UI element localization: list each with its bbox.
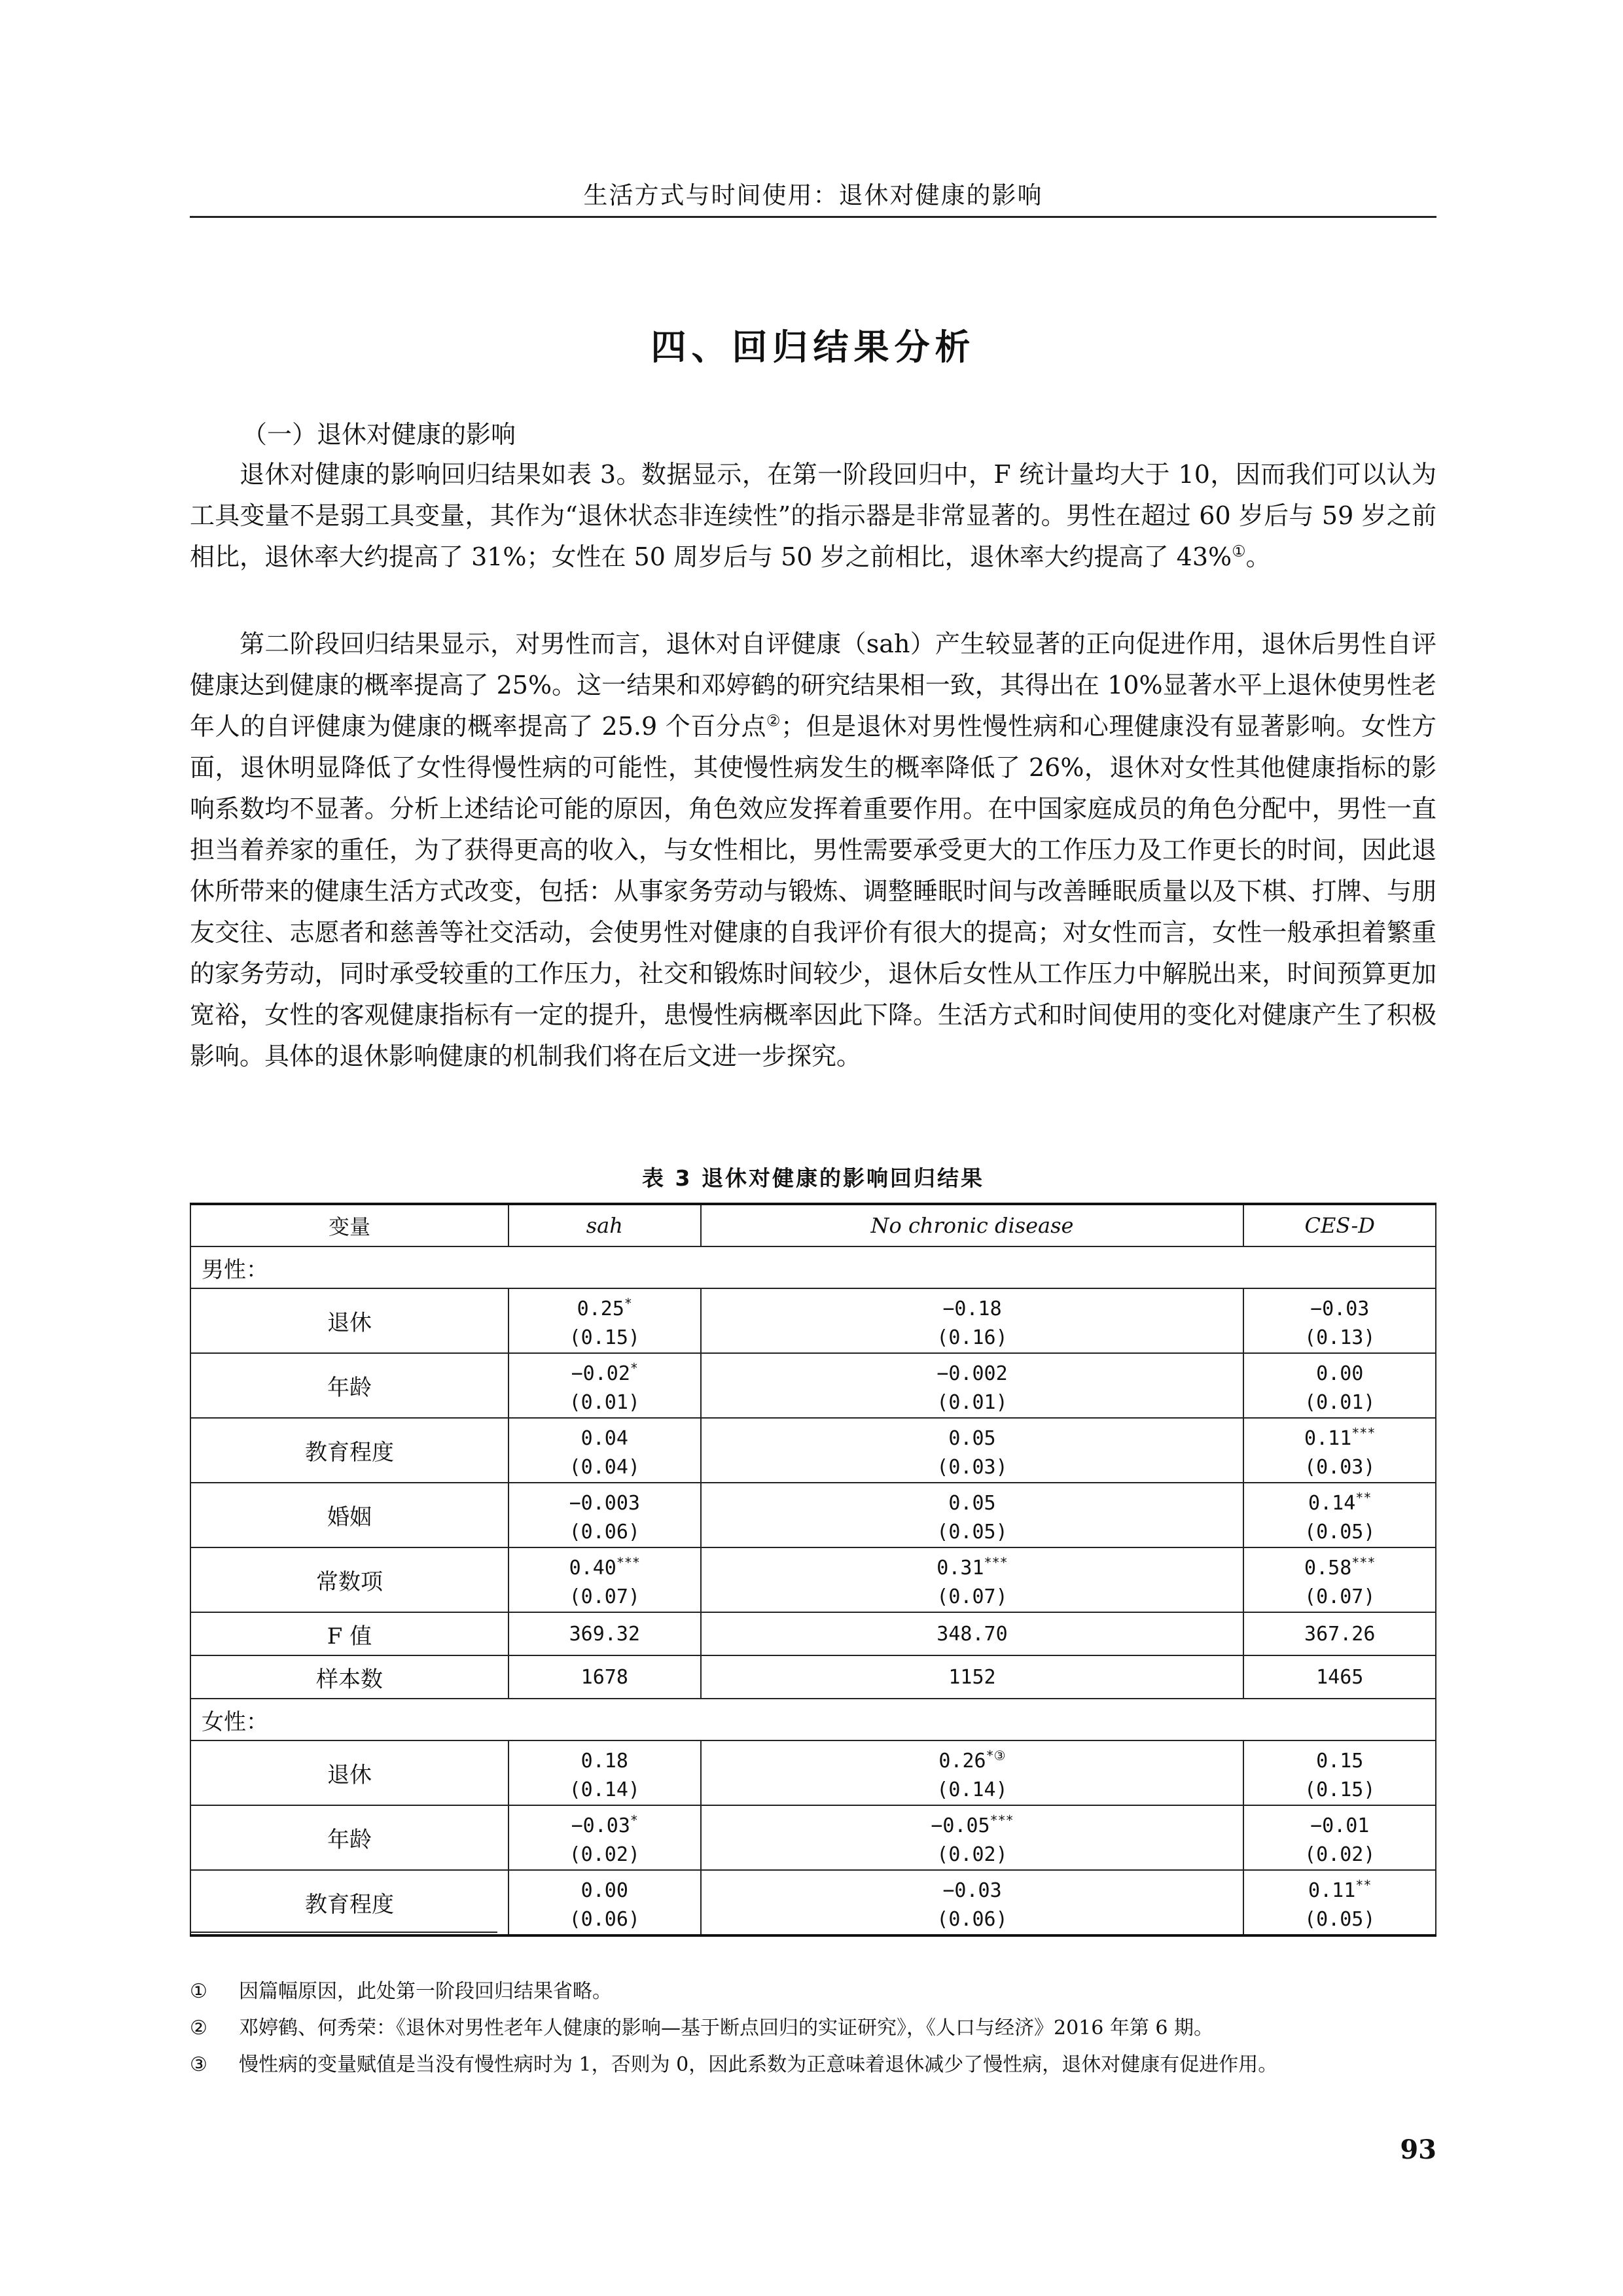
footnote-1 [190, 1975, 612, 2004]
cell-ces-d: 0.58*** (0.07) [1243, 1547, 1436, 1612]
group-label-female: 女性： [190, 1699, 1436, 1740]
cell-ces-d: 0.11*** (0.03) [1243, 1418, 1436, 1483]
cell-no-chronic: 0.05 (0.03) [701, 1418, 1244, 1483]
header-ces-d: CES-D [1243, 1204, 1436, 1246]
cell-no-chronic: 1152 [701, 1655, 1244, 1699]
row-label: 年龄 [190, 1805, 508, 1870]
cell-sah: 0.00 (0.06) [508, 1870, 701, 1935]
row-label: 退休 [190, 1288, 508, 1353]
cell-sah: 0.04 (0.04) [508, 1418, 701, 1483]
cell-no-chronic: 0.05 (0.05) [701, 1483, 1244, 1547]
regression-table [190, 1203, 1436, 1937]
cell-ces-d: 0.15 (0.15) [1243, 1740, 1436, 1805]
paragraph-1-end: 。 [1245, 542, 1271, 571]
cell-sah: −0.02* (0.01) [508, 1353, 701, 1418]
cell-no-chronic: −0.18 (0.16) [701, 1288, 1244, 1353]
cell-sah: 0.18 (0.14) [508, 1740, 701, 1805]
section-title: 四、回归结果分析 [651, 326, 976, 368]
footnote-mark: ③ [190, 2053, 207, 2076]
group-row-female [190, 1699, 1436, 1740]
group-row-male [190, 1246, 1436, 1288]
table-title: 表 3 退休对健康的影响回归结果 [642, 1165, 984, 1191]
cell-ces-d: −0.01 (0.02) [1243, 1805, 1436, 1870]
header-no-chronic-disease: No chronic disease [701, 1204, 1244, 1246]
footnote-3 [190, 2048, 1277, 2077]
group-label-male: 男性： [190, 1246, 1436, 1288]
paragraph-2 [190, 624, 1436, 1077]
table-row-male-education [190, 1418, 1436, 1483]
table-row-f-value [190, 1612, 1436, 1655]
footnote-text: 因篇幅原因，此处第一阶段回归结果省略。 [239, 1980, 612, 2003]
table-row-female-age [190, 1805, 1436, 1870]
cell-no-chronic: −0.002 (0.01) [701, 1353, 1244, 1418]
row-label: 退休 [190, 1740, 508, 1805]
table-row-male-constant [190, 1547, 1436, 1612]
cell-no-chronic: 0.26*③ (0.14) [701, 1740, 1244, 1805]
row-label: 教育程度 [190, 1870, 508, 1935]
cell-ces-d: 367.26 [1243, 1612, 1436, 1655]
row-label: 婚姻 [190, 1483, 508, 1547]
paragraph-1-text: 退休对健康的影响回归结果如表 3。数据显示，在第一阶段回归中，F 统计量均大于 10，因而我们可以认为工具变量不是弱工具变量，其作为“退休状态非连续性”的指示器是非常显著的。男性在超过 60 岁后与 59 岁之前相比，退休率大约提高了 31%；女性在 50 周岁后与 50 岁之前相比，退休率大约提高了 43% [190, 460, 1436, 571]
cell-no-chronic: 0.31*** (0.07) [701, 1547, 1244, 1612]
cell-ces-d: 0.00 (0.01) [1243, 1353, 1436, 1418]
table-row-male-marriage [190, 1483, 1436, 1547]
footnote-text: 慢性病的变量赋值是当没有慢性病时为 1，否则为 0，因此系数为正意味着退休减少了慢性病，退休对健康有促进作用。 [239, 2053, 1278, 2076]
paragraph-2-part1: 第二阶段回归结果显示，对男性而言，退休对自评健康（sah）产生较显著的正向促进作用，退休后男性自评健康达到健康的概率提高了 25%。这一结果和邓婷鹤的研究结果相一致，其得出在 10%显著水平上退休使男性老年人的自评健康为健康的概率提高了 25.9 个百分点 [190, 629, 1436, 741]
header-sah: sah [508, 1204, 701, 1246]
row-label: 常数项 [190, 1547, 508, 1612]
footnote-2 [190, 2011, 1213, 2040]
footnote-mark: ① [190, 1980, 207, 2003]
footnote-ref-2[interactable]: ② [766, 711, 781, 730]
running-head: 生活方式与时间使用：退休对健康的影响 [583, 181, 1043, 209]
header-rule [190, 216, 1436, 218]
row-label: 年龄 [190, 1353, 508, 1418]
footnote-text: 邓婷鹤、何秀荣：《退休对男性老年人健康的影响—基于断点回归的实证研究》，《人口与经济》2016 年第 6 期。 [239, 2017, 1214, 2040]
table-header-row [190, 1204, 1436, 1246]
cell-sah: 0.25* (0.15) [508, 1288, 701, 1353]
footnote-rule [190, 1932, 497, 1933]
table-row-female-education [190, 1870, 1436, 1935]
header-variable: 变量 [190, 1204, 508, 1246]
cell-sah: −0.03* (0.02) [508, 1805, 701, 1870]
cell-sah: −0.003 (0.06) [508, 1483, 701, 1547]
footnote-ref-1[interactable]: ① [1232, 542, 1246, 561]
cell-no-chronic: −0.03 (0.06) [701, 1870, 1244, 1935]
cell-ces-d: 0.11** (0.05) [1243, 1870, 1436, 1935]
row-label: 样本数 [190, 1655, 508, 1699]
cell-no-chronic: −0.05*** (0.02) [701, 1805, 1244, 1870]
subsection-title: （一）退休对健康的影响 [242, 420, 516, 449]
cell-sah: 1678 [508, 1655, 701, 1699]
cell-ces-d: −0.03 (0.13) [1243, 1288, 1436, 1353]
page-number: 93 [1400, 2134, 1436, 2165]
footnote-mark: ② [190, 2017, 207, 2040]
table-row-female-retire [190, 1740, 1436, 1805]
cell-ces-d: 1465 [1243, 1655, 1436, 1699]
cell-sah: 0.40*** (0.07) [508, 1547, 701, 1612]
paragraph-1 [190, 454, 1436, 578]
cell-sah: 369.32 [508, 1612, 701, 1655]
table-row-male-age [190, 1353, 1436, 1418]
table-row-male-retire [190, 1288, 1436, 1353]
row-label: F 值 [190, 1612, 508, 1655]
paragraph-2-part2: ；但是退休对男性慢性病和心理健康没有显著影响。女性方面，退休明显降低了女性得慢性病的可能性，其使慢性病发生的概率降低了 26%，退休对女性其他健康指标的影响系数均不显著。分析上述结论可能的原因，角色效应发挥着重要作用。在中国家庭成员的角色分配中，男性一直担当着养家的重任，为了获得更高的收入，与女性相比，男性需要承受更大的工作压力及工作更长的时间，因此退休所带来的健康生活方式改变，包括：从事家务劳动与锻炼、调整睡眠时间与改善睡眠质量以及下棋、打牌、与朋友交往、志愿者和慈善等社交活动，会使男性对健康的自我评价有很大的提高；对女性而言，女性一般承担着繁重的家务劳动，同时承受较重的工作压力，社交和锻炼时间较少，退休后女性从工作压力中解脱出来，时间预算更加宽裕，女性的客观健康指标有一定的提升，患慢性病概率因此下降。生活方式和时间使用的变化对健康产生了积极影响。具体的退休影响健康的机制我们将在后文进一步探究。 [190, 712, 1436, 1070]
row-label: 教育程度 [190, 1418, 508, 1483]
cell-no-chronic: 348.70 [701, 1612, 1244, 1655]
cell-ces-d: 0.14** (0.05) [1243, 1483, 1436, 1547]
table-row-sample-size [190, 1655, 1436, 1699]
